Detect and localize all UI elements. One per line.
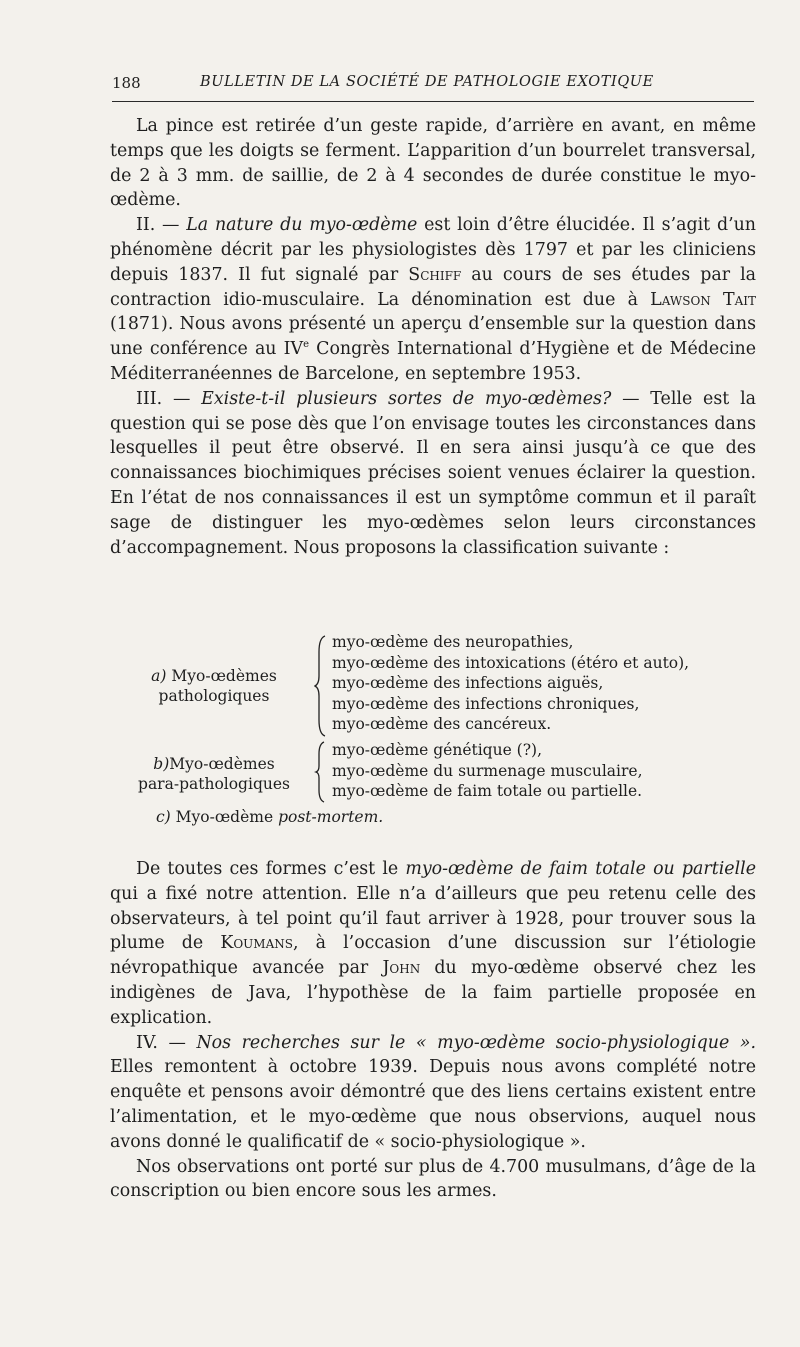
section-title-4: Nos recherches sur le « myo-œdème socio-physiologique ». (196, 1032, 756, 1053)
list-item: myo-œdème des infections aiguës, (332, 674, 604, 692)
list-item: myo-œdème des cancéreux. (332, 715, 552, 733)
header-rule (112, 101, 754, 102)
paragraph-2: II. — La nature du myo-œdème est loin d’être élucidée. Il s’agit d’un phénomène décrit par les physiologistes dès 1797 et par les cliniciens depuis 1837. Il fut signalé par Schiff au cours de ses études par la contraction idio-musculaire. La dénomination est due à Lawson Tait (1871). Nous avons présenté un aperçu d’ensemble sur la question dans une conférence au IVe Congrès International d’Hygiène et de Médecine Méditerranéennes de Barcelone, en septembre 1953. (110, 215, 757, 384)
list-item: myo-œdème de faim totale ou partielle. (332, 782, 643, 800)
paragraph-4: De toutes ces formes c’est le myo-œdème de faim totale ou partielle qui a fixé notre attention. Elle n’a d’ailleurs que peu retenu celle des observateurs, à tel point qu’il faut arriver à 1928, pour trouver sous la plume de Koumans, à l’occasion d’une discussion sur l’étiologie névropathique avancée par John du myo-œdème observé chez les indigènes de Java, l’hypothèse de la faim partielle proposée en explication. (110, 859, 756, 1028)
list-item: myo-œdème génétique (?), (332, 741, 543, 759)
page-number: 188 (112, 74, 141, 92)
author-name: Schiff (408, 264, 462, 285)
paragraph-5: IV. — Nos recherches sur le « myo-œdème socio-physiologique ». Elles remontent à octobre 1939. Depuis nous avons complété notre enquête et pensons avoir démontré que des liens certains existent entre l’alimentation, et le myo-œdème que nous observions, auquel nous avons donné le qualificatif de « socio-physiologique ». (110, 1032, 756, 1152)
paragraph-1: La pince est retirée d’un geste rapide, d’arrière en avant, en même temps que les doigts se ferment. L’apparition d’un bourrelet transversal, de 2 à 3 mm. de saillie, de 2 à 4 secondes de durée constitue le myo-œdème. (110, 116, 756, 211)
body-text-bottom (110, 857, 756, 1204)
brace-b (314, 740, 328, 804)
section-number-2: II. — (136, 215, 187, 236)
group-b-items (332, 740, 643, 802)
brace-a (314, 634, 328, 738)
author-name: Lawson Tait (650, 289, 756, 310)
author-name: Koumans (220, 933, 293, 954)
journal-title: BULLETIN DE LA SOCIÉTÉ DE PATHOLOGIE EXOTIQUE (200, 74, 654, 90)
section-number-4: IV. — (136, 1032, 197, 1053)
section-number-3: III. — (136, 388, 202, 409)
section-title-2: La nature du myo-œdème (186, 215, 418, 236)
classification-block (110, 628, 756, 838)
group-c-label: c) Myo-œdème post-mortem. (156, 808, 384, 826)
running-header (112, 74, 754, 96)
list-item: myo-œdème des intoxications (étéro et auto), (332, 653, 690, 672)
section-title-3: Existe-t-il plusieurs sortes de myo-œdèmes? (201, 388, 612, 409)
author-name: John (382, 958, 421, 979)
paragraph-6: Nos observations ont porté sur plus de 4.700 musulmans, d’âge de la conscription ou bien encore sous les armes. (110, 1156, 756, 1202)
list-item: myo-œdème du surmenage musculaire, (332, 761, 643, 780)
list-item: myo-œdème des neuropathies, (332, 633, 574, 651)
group-a-items (332, 632, 689, 735)
paragraph-3: III. — Existe-t-il plusieurs sortes de myo-œdèmes? — Telle est la question qui se pose dès que l’on envisage toutes les circonstances dans lesquelles il peut être observé. Il en sera ainsi jusqu’à ce que des connaissances biochimiques précises soient venues éclairer la question. En l’état de nos connaissances il est un symptôme commun et il paraît sage de distinguer les myo-œdèmes selon leurs circonstances d’accompagnement. Nous proposons la classification suivante : (110, 388, 756, 558)
list-item: myo-œdème des infections chroniques, (332, 694, 640, 713)
group-a-label: a) Myo-œdèmes pathologiques (151, 667, 277, 705)
group-b-label: b)Myo-œdèmes para-pathologiques (138, 755, 290, 793)
body-text-top (110, 114, 756, 560)
